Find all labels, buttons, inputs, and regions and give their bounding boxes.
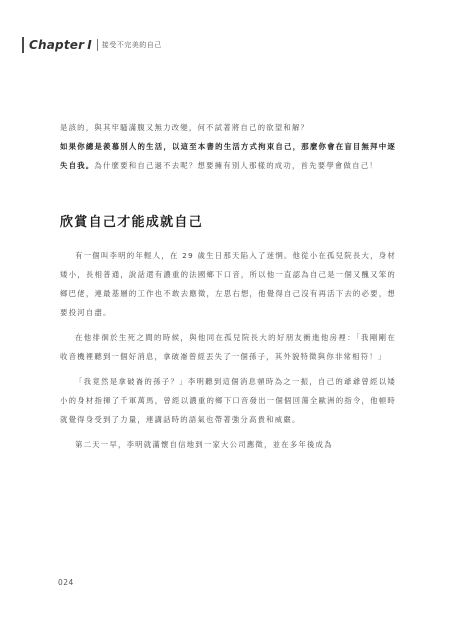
- page-body: [60, 118, 396, 454]
- intro-line: 是該的，與其牢騷滿腹又無力改變，何不試著將自己的欲望和解？: [60, 123, 310, 132]
- header-separator: [97, 39, 98, 51]
- intro-bold-text: 如果你總是羨慕別人的生活，以這至本書的生活方式拘束自己，那麼你會在盲目無拜中逐失自我。: [60, 142, 396, 170]
- chapter-label: Chapter: [29, 38, 85, 52]
- body-paragraph: 第二天一早，李明就滿懷自信地到一家大公司應徵，並在多年後成為: [75, 440, 333, 449]
- body-paragraph: 「我竟然是拿破崙的孫子？」李明聽到這個消息頓時為之一振，自己的爺爺曾經以矮小的身材指揮了千軍萬馬，曾經以濃重的鄉下口音發出一個個回蕩全歐洲的指令，他頓時就覺得身受到了力量，連講話時的語氣也帶著強分高貴和威嚴。: [60, 377, 396, 424]
- intro-trailing-text: 為什麼要和自己過不去呢？想要擁有別人那樣的成功，首先要學會做自己！: [94, 161, 378, 170]
- header-bar: [22, 37, 24, 53]
- body-paragraph: 有一個叫李明的年輕人，在 29 歲生日那天陷入了迷惘。他從小在孤兒院長大，身材矮小，長相普通，說話還有濃重的法國鄉下口音，所以他一直認為自己是一個又醜又笨的鄉巴佬，連最基層的工作也不敢去應徵，左思右想，他覺得自己沒有再活下去的必要，想要投河自盡。: [60, 251, 396, 317]
- running-header: [22, 36, 162, 54]
- intro-paragraph: [60, 137, 396, 175]
- page-number: 024: [58, 578, 74, 587]
- chapter-title: 接受不完美的自己: [101, 41, 162, 49]
- body-paragraph: 在他徘徊於生死之間的時候，與他同在孤兒院長大的好朋友衝進他房裡：「我剛剛在收音機裡聽到一個好消息，拿破崙曾經丟失了一個孫子，其外貌特徵與你非常相符！」: [60, 333, 396, 361]
- section-heading: 欣賞自己才能成就自己: [60, 215, 204, 230]
- chapter-number: I: [87, 38, 92, 52]
